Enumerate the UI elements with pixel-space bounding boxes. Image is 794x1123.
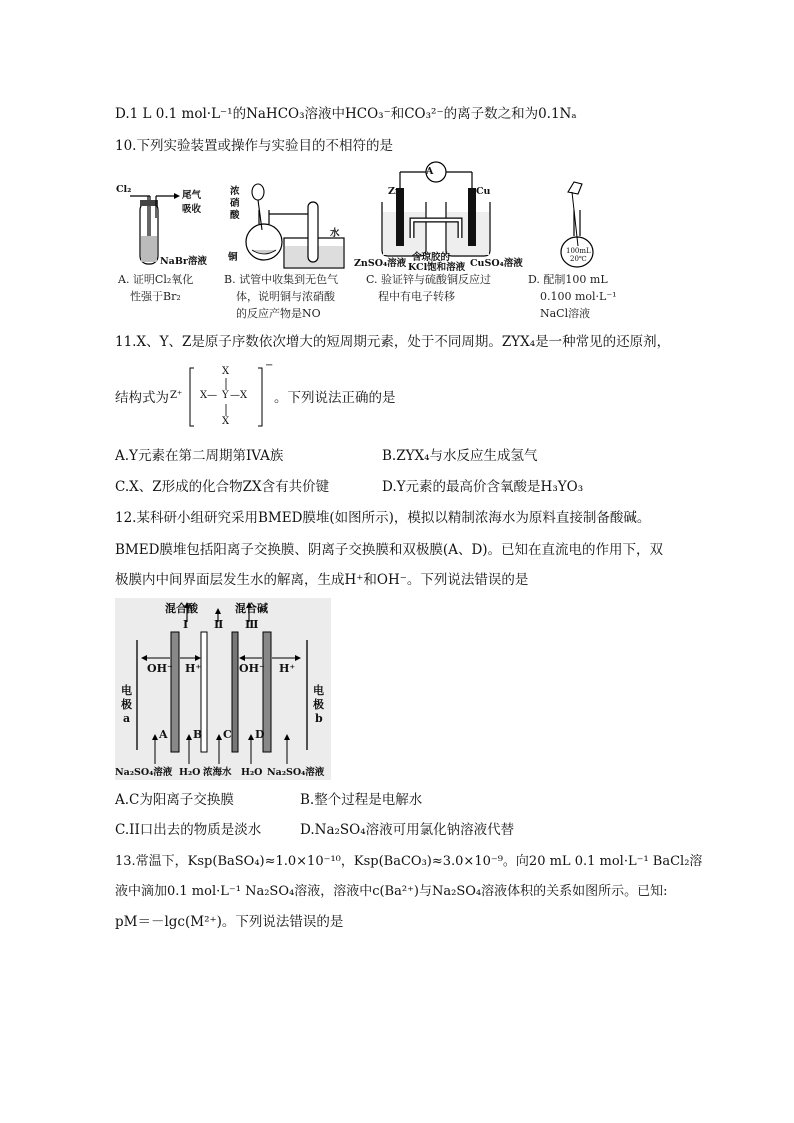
cl2-label: Cl₂ — [116, 184, 132, 195]
figure-d-caption-1: D. 配制100 mL — [528, 273, 608, 286]
figure-a-caption-2: 性强于Br₂ — [130, 290, 181, 303]
h-right: H⁺ — [279, 662, 296, 675]
electrode-b-2: 极 — [313, 698, 324, 711]
q11-struct-prefix: 结构式为 — [115, 390, 169, 406]
q12-line-2: BMED膜堆包括阳离子交换膜、阴离子交换膜和双极膜(A、D)。已知在直流电的作用下，双 — [115, 542, 664, 558]
water-label: 水 — [330, 228, 340, 239]
anion-charge: − — [265, 360, 274, 371]
cu-label: Cu — [476, 186, 491, 197]
inlet-na2so4-right: Na₂SO₄溶液 — [267, 767, 325, 778]
port-2: Ⅱ — [214, 618, 224, 631]
q12-line-3: 极膜内中间界面层发生水的解离，生成H⁺和OH⁻。下列说法错误的是 — [115, 572, 529, 588]
bmed-membrane-diagram — [115, 598, 331, 780]
figure-d-volumetric-flask — [548, 180, 614, 272]
cuso4-label: CuSO₄溶液 — [470, 258, 523, 269]
y-atom: Y — [222, 390, 229, 401]
copper-label: 铜 — [228, 252, 238, 263]
z-cation: Z⁺ — [170, 390, 183, 401]
bridge-label-2: KCl饱和溶液 — [408, 262, 466, 273]
zn-label: Zn — [388, 186, 402, 197]
q10-stem: 10.下列实验装置或操作与实验目的不相符的是 — [115, 138, 393, 154]
figure-a-chlorine-test — [112, 178, 212, 268]
suan-label: 酸 — [230, 210, 240, 221]
figure-b-caption-1: B. 试管中收集到无色气 — [224, 273, 339, 286]
figure-c-galvanic-cell — [352, 160, 523, 273]
tail-gas-label: 尾气 — [182, 190, 202, 201]
x-top: X — [222, 366, 230, 377]
oh-right: OH⁻ — [239, 662, 265, 675]
absorb-label: 吸收 — [182, 204, 202, 215]
figure-d-caption-3: NaCl溶液 — [540, 307, 591, 320]
oh-left: OH⁻ — [147, 662, 173, 675]
q11-option-a: A.Y元素在第二周期第IVA族 — [115, 448, 284, 464]
q12-option-a: A.C为阳离子交换膜 — [115, 792, 234, 808]
flask-volume-label: 100mL — [566, 247, 591, 255]
electrode-a-1: 电 — [121, 684, 132, 697]
figure-c-caption-1: C. 验证锌与硫酸铜反应过 — [366, 273, 492, 286]
electrode-a-3: a — [123, 712, 131, 725]
q11-option-b: B.ZYX₄与水反应生成氢气 — [382, 448, 538, 464]
q12-option-b: B.整个过程是电解水 — [300, 792, 423, 808]
port-1: Ⅰ — [183, 618, 189, 631]
figure-b-caption-2: 体，说明铜与浓硝酸 — [236, 290, 335, 303]
q9-option-d: D.1 L 0.1 mol·L⁻¹的NaHCO₃溶液中HCO₃⁻和CO₃²⁻的离子数之和为0.1Nₐ — [115, 106, 577, 122]
port-3: Ⅲ — [245, 618, 259, 631]
inlet-na2so4-left: Na₂SO₄溶液 — [115, 767, 173, 778]
q11-option-d: D.Y元素的最高价含氧酸是H₃YO₃ — [382, 479, 584, 495]
h-left: H⁺ — [185, 662, 202, 675]
inlet-water-2: H₂O — [241, 767, 263, 778]
figure-b-copper-nitric — [226, 180, 346, 272]
ammeter-label: A — [426, 166, 434, 177]
q12-option-d: D.Na₂SO₄溶液可用氯化钠溶液代替 — [300, 822, 515, 838]
nabr-label: NaBr溶液 — [160, 256, 207, 267]
znso4-label: ZnSO₄溶液 — [354, 258, 407, 269]
inlet-brine: 浓海水 — [203, 767, 232, 778]
q11-structural-formula — [170, 360, 274, 430]
mixed-acid-label: 混合酸 — [165, 602, 198, 615]
figure-a-caption-1: A. 证明Cl₂氧化 — [118, 273, 194, 286]
nong-label: 浓 — [230, 186, 240, 197]
q11-struct-suffix: 。下列说法正确的是 — [274, 390, 396, 406]
electrode-a-2: 极 — [121, 698, 132, 711]
x-left: X— — [200, 390, 218, 401]
q11-stem: 11.X、Y、Z是原子序数依次增大的短周期元素，处于不同周期。ZYX₄是一种常见的还原剂， — [115, 334, 671, 350]
membrane-d: D — [255, 728, 265, 741]
x-bottom: X — [222, 416, 230, 427]
electrode-b-1: 电 — [313, 684, 324, 697]
x-right: —X — [230, 390, 248, 401]
electrode-b-3: b — [315, 712, 323, 725]
figure-d-caption-2: 0.100 mol·L⁻¹ — [540, 290, 617, 303]
bridge-label-1: 含琼胶的 — [412, 252, 451, 263]
inlet-water-1: H₂O — [179, 767, 201, 778]
membrane-b: B — [193, 728, 203, 741]
membrane-c: C — [223, 728, 232, 741]
q11-option-c: C.X、Z形成的化合物ZX含有共价键 — [115, 479, 330, 495]
xiao-label: 硝 — [230, 198, 240, 209]
flask-temp-label: 20℃ — [570, 255, 587, 263]
q12-line-1: 12.某科研小组研究采用BMED膜堆(如图所示)，模拟以精制浓海水为原料直接制备酸碱。 — [115, 510, 651, 526]
membrane-a: A — [159, 728, 168, 741]
q12-option-c: C.II口出去的物质是淡水 — [115, 822, 262, 838]
q13-line-2: 液中滴加0.1 mol·L⁻¹ Na₂SO₄溶液，溶液中c(Ba²⁺)与Na₂SO₄溶液体积的关系如图所示。已知: — [115, 884, 668, 899]
q13-line-1: 13.常温下，Ksp(BaSO₄)≈1.0×10⁻¹⁰，Ksp(BaCO₃)≈3.0×10⁻⁹。向20 mL 0.1 mol·L⁻¹ BaCl₂溶 — [115, 854, 703, 869]
mixed-base-label: 混合碱 — [235, 602, 268, 615]
figure-c-caption-2: 程中有电子转移 — [378, 290, 455, 303]
q13-line-3: pM＝－lgc(M²⁺)。下列说法错误的是 — [115, 914, 344, 930]
figure-b-caption-3: 的反应产物是NO — [236, 307, 321, 320]
